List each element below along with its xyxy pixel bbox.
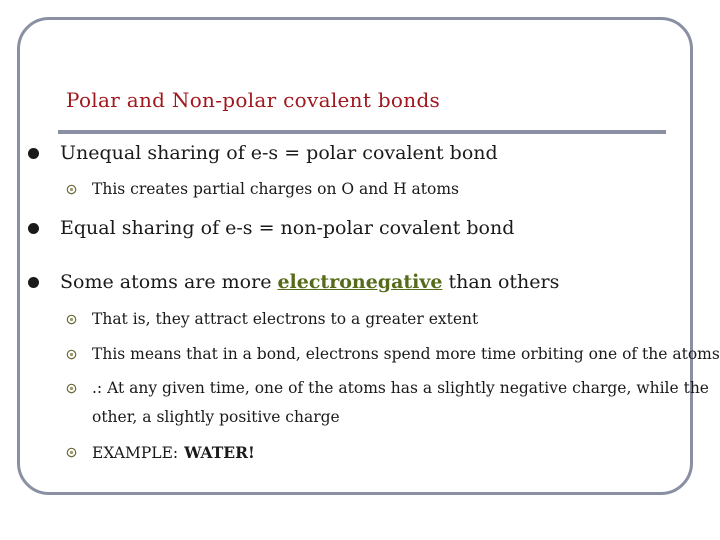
ring-bullet-icon xyxy=(66,383,77,394)
slide-title: Polar and Non-polar covalent bonds xyxy=(66,88,441,112)
keyword-water: WATER! xyxy=(184,443,255,462)
ring-bullet-icon xyxy=(66,447,77,458)
subbullet-example xyxy=(66,443,255,462)
subbullet-text-line2: other, a slightly positive charge xyxy=(92,408,340,426)
subbullet-text: This creates partial charges on O and H atoms xyxy=(92,180,459,198)
bullet-unequal-sharing xyxy=(28,142,498,164)
ring-bullet-icon xyxy=(66,349,77,360)
subbullet-text-line1: .: At any given time, one of the atoms has a slightly negative charge, while the xyxy=(92,379,709,397)
bullet-text-before: Some atoms are more xyxy=(60,271,272,293)
bullet-dot-icon xyxy=(28,277,39,288)
bullet-text: Unequal sharing of e-s = polar covalent bond xyxy=(60,142,498,164)
keyword-electronegative: electronegative xyxy=(277,271,443,293)
bullet-electronegative xyxy=(28,271,559,293)
subbullet-text: That is, they attract electrons to a greater extent xyxy=(92,310,479,328)
subbullet-orbiting xyxy=(66,345,720,363)
title-divider xyxy=(58,130,666,134)
example-label: EXAMPLE: xyxy=(92,443,179,462)
bullet-dot-icon xyxy=(28,223,39,234)
subbullet-text: This means that in a bond, electrons spend more time orbiting one of the atoms xyxy=(92,345,720,363)
ring-bullet-icon xyxy=(66,314,77,325)
ring-bullet-icon xyxy=(66,184,77,195)
subbullet-partial-charges xyxy=(66,180,459,198)
bullet-equal-sharing xyxy=(28,217,514,239)
bullet-text: Equal sharing of e-s = non-polar covalent bond xyxy=(60,217,515,239)
subbullet-attract-electrons xyxy=(66,310,478,328)
bullet-text-after: than others xyxy=(448,271,560,293)
subbullet-negative-charge xyxy=(66,379,709,397)
bullet-dot-icon xyxy=(28,148,39,159)
